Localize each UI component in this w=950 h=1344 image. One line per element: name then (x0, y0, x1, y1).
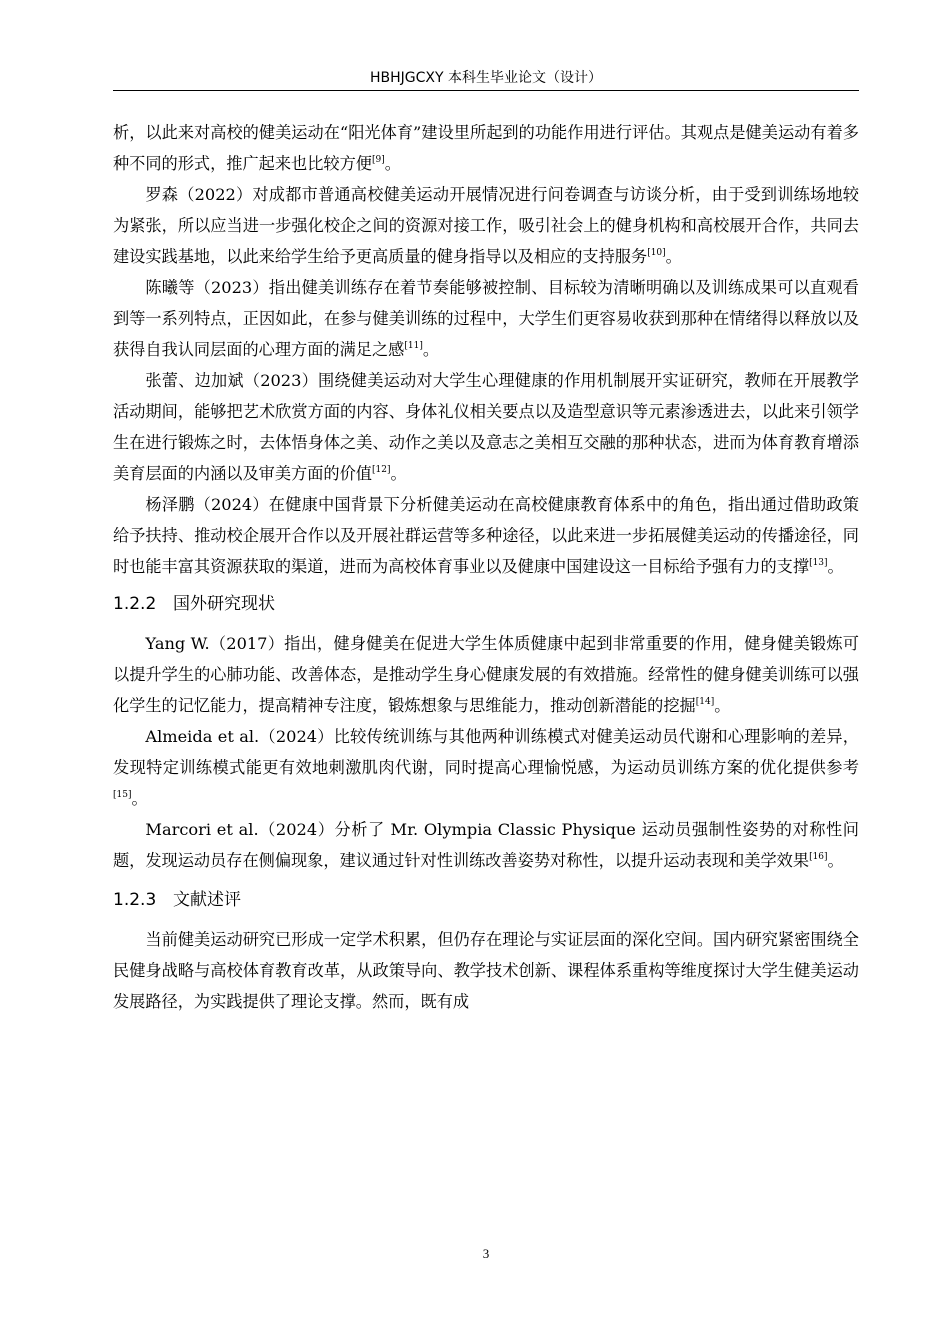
citation-ref: [15] (113, 790, 132, 800)
header-rule (113, 90, 859, 91)
citation-ref: [14] (695, 697, 715, 707)
section-heading-literature-review (113, 888, 859, 912)
paragraph: 陈曦等（2023）指出健美训练存在着节奏能够被控制、目标较为清晰明确以及训练成果可以直观看到等一系列特点，正因如此，在参与健美训练的过程中，大学生们更容易收获到那种在情绪得以释放以及获得自我认同层面的心理方面的满足之感[11]。 (113, 278, 859, 359)
paragraph-continued: 析，以此来对高校的健美运动在“阳光体育”建设里所起到的功能作用进行评估。其观点是健美运动有着多种不同的形式，推广起来也比较方便[9]。 (113, 123, 859, 173)
section-number: 1.2.3 (113, 890, 157, 910)
page-body (113, 117, 859, 1017)
paragraph: 当前健美运动研究已形成一定学术积累，但仍存在理论与实证层面的深化空间。国内研究紧密围绕全民健身战略与高校体育教育改革，从政策导向、教学技术创新、课程体系重构等维度探讨大学生健美运动发展路径，为实践提供了理论支撑。然而，既有成 (113, 930, 859, 1011)
section-number: 1.2.2 (113, 594, 157, 614)
section-heading-foreign-research (113, 592, 859, 616)
citation-ref: [12] (372, 465, 391, 475)
citation-ref: [11] (404, 341, 423, 351)
section-title: 文献述评 (173, 890, 241, 910)
paragraph: Marcori et al.（2024）分析了 Mr. Olympia Classic Physique 运动员强制性姿势的对称性问题，发现运动员存在侧偏现象，建议通过针对性训练改善姿势对称性，以提升运动表现和美学效果[16]。 (113, 820, 859, 870)
paragraph: 罗森（2022）对成都市普通高校健美运动开展情况进行问卷调查与访谈分析，由于受到训练场地较为紧张，所以应当进一步强化校企之间的资源对接工作，吸引社会上的健身机构和高校展开合作，共同去建设实践基地，以此来给学生给予更高质量的健身指导以及相应的支持服务[10]。 (113, 185, 859, 266)
paragraph: Almeida et al.（2024）比较传统训练与其他两种训练模式对健美运动员代谢和心理影响的差异，发现特定训练模式能更有效地刺激肌肉代谢，同时提高心理愉悦感，为运动员训练方案的优化提供参考[15]。 (113, 727, 859, 808)
section-title: 国外研究现状 (173, 594, 275, 614)
citation-ref: [9] (372, 155, 385, 165)
citation-ref: [13] (809, 558, 828, 568)
citation-ref: [16] (809, 852, 828, 862)
paragraph: 杨泽鹏（2024）在健康中国背景下分析健美运动在高校健康教育体系中的角色，指出通过借助政策给予扶持、推动校企展开合作以及开展社群运营等多种途径，以此来进一步拓展健美运动的传播途径，同时也能丰富其资源获取的渠道，进而为高校体育事业以及健康中国建设这一目标给予强有力的支撑[13]。 (113, 495, 859, 576)
citation-ref: [10] (647, 248, 666, 258)
page-number: 3 (482, 1246, 490, 1261)
paragraph: 张蕾、边加斌（2023）围绕健美运动对大学生心理健康的作用机制展开实证研究，教师在开展教学活动期间，能够把艺术欣赏方面的内容、身体礼仪相关要点以及造型意识等元素渗透进去，以此来引领学生在进行锻炼之时，去体悟身体之美、动作之美以及意志之美相互交融的那种状态，进而为体育教育增添美育层面的内涵以及审美方面的价值[12]。 (113, 371, 859, 483)
paragraph: Yang W.（2017）指出，健身健美在促进大学生体质健康中起到非常重要的作用，健身健美锻炼可以提升学生的心肺功能、改善体态，是推动学生身心健康发展的有效措施。经常性的健身健美训练可以强化学生的记忆能力，提高精神专注度，锻炼想象与思维能力，推动创新潜能的挖掘[14]。 (113, 634, 859, 715)
page-header: HBHJGCXY 本科生毕业论文（设计） (369, 70, 602, 86)
